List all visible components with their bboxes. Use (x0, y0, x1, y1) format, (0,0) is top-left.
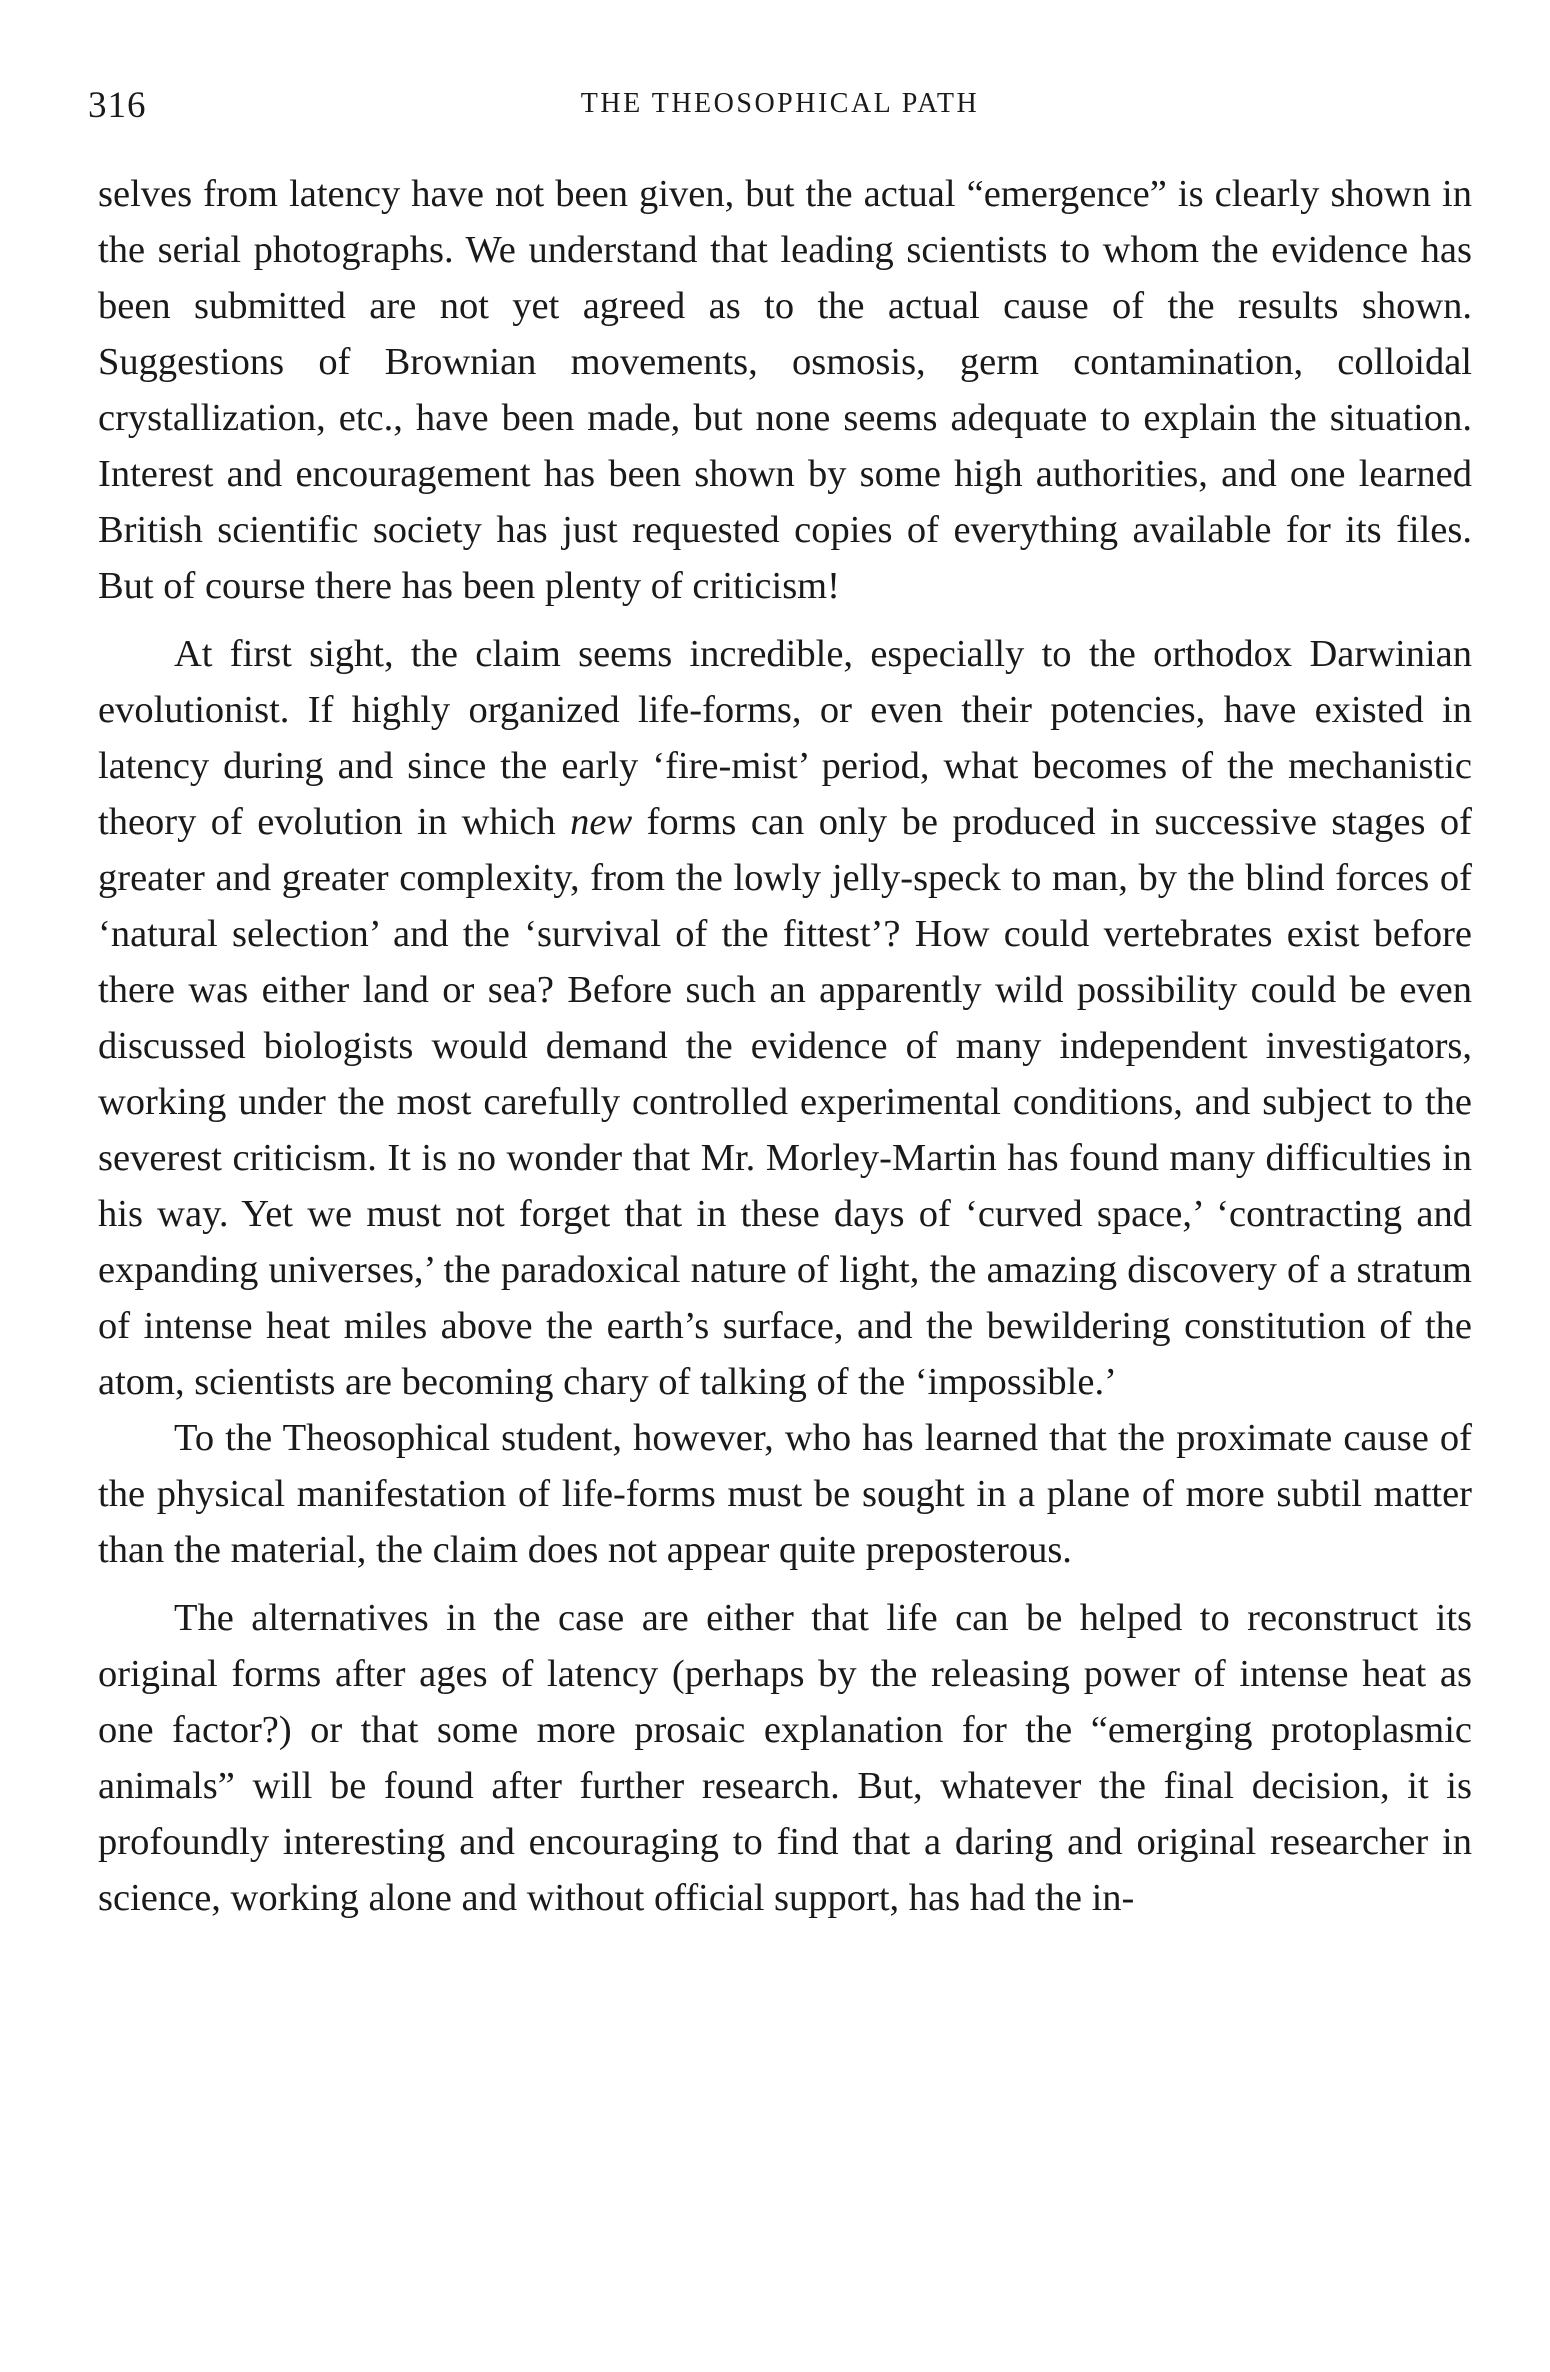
paragraph-4: The alternatives in the case are either that life can be helped to reconstruct its original forms after ages of latency (perhaps by the releasing power of intense heat as one factor?) or that some more prosaic explanation for the “emerging protoplasmic animals” will be found after further research. But, whatever the final decision, it is profoundly interesting and encouraging to find that a daring and original researcher in science, working alone and without official support, has had the in- (98, 1597, 1472, 1919)
italic-word: new (570, 801, 633, 843)
paragraph-1: selves from latency have not been given, but the actual “emergence” is clearly shown in the serial photographs. We understand that leading scientists to whom the evidence has been submitted are not yet agreed as to the actual cause of the results shown. Suggestions of Brownian movements, osmosis, germ contamination, colloidal crystallization, etc., have been made, but none seems adequate to explain the situation. Interest and encouragement has been shown by some high authorities, and one learned British scientific society has just requested copies of everything available for its files. But of course there has been plenty of criticism! (98, 173, 1472, 607)
paragraph-2-text-start: At first sight, the claim seems incredible, especially to the orthodox Darwinian evolutionist. If highly organized life-forms, or even their potencies, have existed in latency during and since the early ‘fire-mist’ period, what becomes of the mechanistic theory of evolution in which (98, 633, 1472, 843)
page-header (88, 84, 1472, 140)
paragraph-2-text-end: forms can only be produced in successive stages of greater and greater complexity, from the lowly jelly-speck to man, by the blind forces of ‘natural selection’ and the ‘survival of the fittest’? How could vertebrates exist before there was either land or sea? Before such an apparently wild possibility could be even discussed biologists would demand the evidence of many independent investigators, working under the most carefully controlled experimental conditions, and subject to the severest criticism. It is no wonder that Mr. Morley-Martin has found many difficulties in his way. Yet we must not forget that in these days of ‘curved space,’ ‘contracting and expanding universes,’ the paradoxical nature of light, the amazing discovery of a stratum of intense heat miles above the earth’s surface, and the bewildering constitution of the atom, scientists are becoming chary of talking of the ‘impossible.’ (98, 801, 1472, 1403)
page-number: 316 (88, 85, 147, 126)
paragraph-3: To the Theosophical student, however, who has learned that the proximate cause of the physical manifestation of life-forms must be sought in a plane of more subtil matter than the material, the claim does not appear quite preposterous. (98, 1417, 1472, 1571)
running-title: THE THEOSOPHICAL PATH (580, 88, 980, 119)
body-text (98, 166, 1472, 1926)
paragraph-2 (98, 626, 1472, 1410)
